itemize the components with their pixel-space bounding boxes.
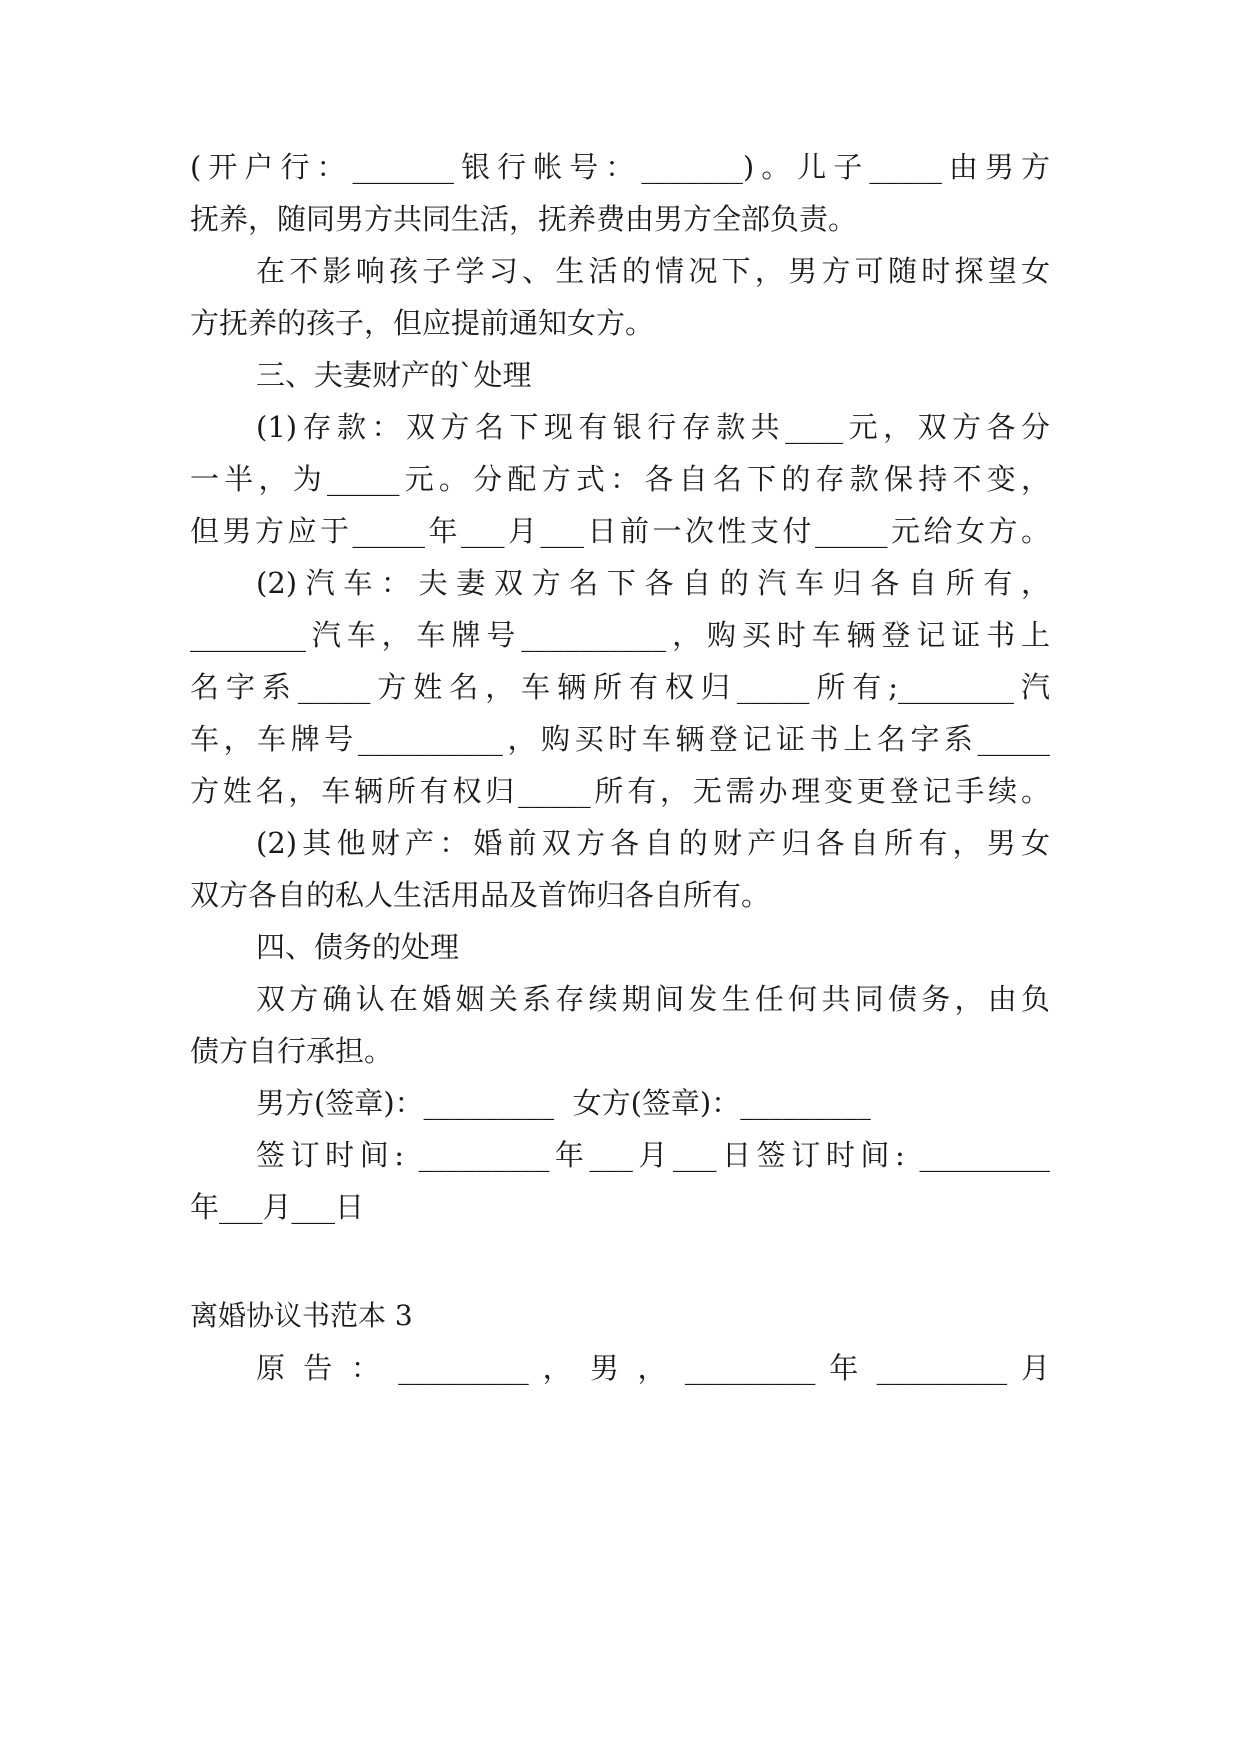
section-heading: 三、夫妻财产的`处理 — [256, 358, 532, 392]
text-line: (2)其他财产：婚前双方各自的财产归各自所有，男女 — [256, 826, 1050, 860]
text-line: 抚养，随同男方共同生活，抚养费由男方全部负责。 — [190, 202, 858, 236]
text-line: (开户行：_______银行帐号：_______)。儿子_____由男方 — [190, 150, 1050, 184]
text-line: 车，车牌号__________，购买时车辆登记证书上名字系_____ — [190, 722, 1050, 756]
signing-date-line: 签订时间: _________年___月___日签订时间: _________ — [256, 1138, 1050, 1172]
text-line: 方抚养的孩子，但应提前通知女方。 — [190, 306, 655, 340]
text-line: 在不影响孩子学习、生活的情况下，男方可随时探望女 — [256, 254, 1050, 288]
text-line: (2)汽车：夫妻双方名下各自的汽车归各自所有， — [256, 566, 1050, 600]
text-line: 一半，为_____元。分配方式：各自名下的存款保持不变， — [190, 462, 1050, 496]
text-line: 双方确认在婚姻关系存续期间发生任何共同债务，由负 — [256, 982, 1050, 1016]
text-line: 方姓名，车辆所有权归_____所有，无需办理变更登记手续。 — [190, 774, 1050, 808]
signing-date-line: 年___月___日 — [190, 1190, 365, 1224]
text-line: (1)存款：双方名下现有银行存款共____元，双方各分 — [256, 410, 1050, 444]
signature-line: 男方(签章)：_________ 女方(签章)：_________ — [256, 1086, 871, 1120]
text-line: 但男方应于_____年___月___日前一次性支付_____元给女方。 — [190, 514, 1050, 548]
document-title: 离婚协议书范本 3 — [190, 1299, 413, 1332]
text-line: 债方自行承担。 — [190, 1034, 394, 1068]
text-line: 原 告 ： _________ ， 男 ， _________ 年 _________ 月 — [256, 1351, 1050, 1385]
text-line: 名字系_____方姓名，车辆所有权归_____所有;________汽 — [190, 670, 1050, 704]
section-heading: 四、债务的处理 — [256, 930, 460, 964]
text-line: 双方各自的私人生活用品及首饰归各自所有。 — [190, 878, 771, 912]
text-line: ________汽车，车牌号__________，购买时车辆登记证书上 — [190, 618, 1050, 652]
